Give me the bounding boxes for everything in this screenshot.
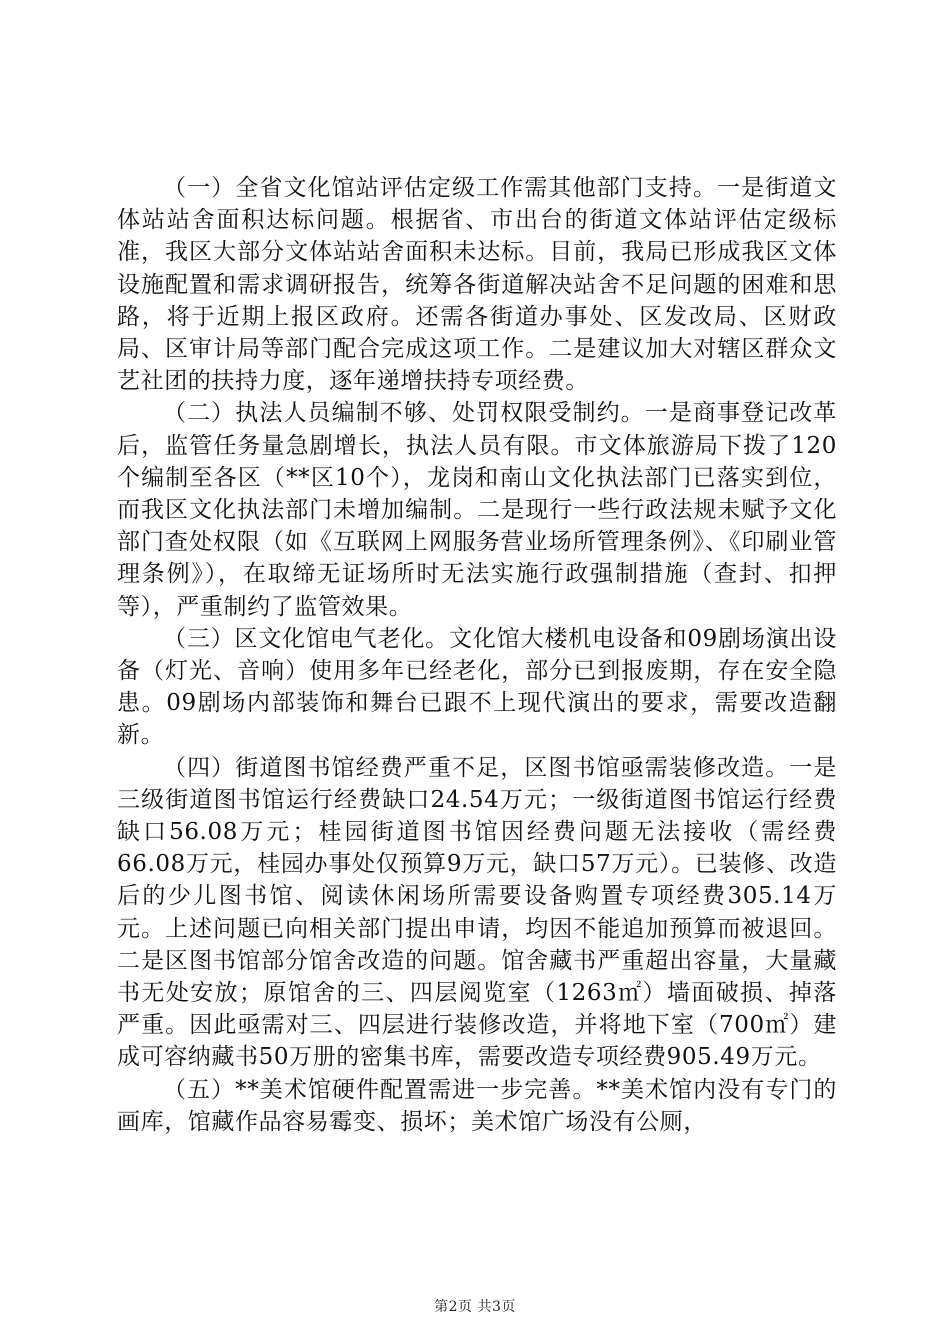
paragraph-5: （五）**美术馆硬件配置需进一步完善。**美术馆内没有专门的画库，馆藏作品容易霉变、损坏；美术馆广场没有公厕， (117, 1076, 837, 1135)
paragraph-2: （二）执法人员编制不够、处罚权限受制约。一是商事登记改革后，监管任务量急剧增长，执法人员有限。市文体旅游局下拨了120个编制至各区（**区10个），龙岗和南山文化执法部门已落实到位，而我区文化执法部门未增加编制。二是现行一些行政法规未赋予文化部门查处权限（如《互联网上网服务营业场所管理条例》、《印刷业管理条例》），在取缔无证场所时无法实施行政强制措施（查封、扣押等），严重制约了监管效果。 (117, 400, 837, 620)
document-body (117, 172, 837, 1138)
page-number-footer: 第2页 共3页 (434, 1299, 516, 1315)
paragraph-4: （四）街道图书馆经费严重不足，区图书馆亟需装修改造。一是三级街道图书馆运行经费缺口24.54万元；一级街道图书馆运行经费缺口56.08万元；桂园街道图书馆因经费问题无法接收（需经费66.08万元，桂园办事处仅预算9万元，缺口57万元）。已装修、改造后的少儿图书馆、阅读休闲场所需要设备购置专项经费305.14万元。上述问题已向相关部门提出申请，均因不能追加预算而被退回。二是区图书馆部分馆舍改造的问题。馆舍藏书严重超出容量，大量藏书无处安放；原馆舍的三、四层阅览室（1263㎡）墙面破损、掉落严重。因此亟需对三、四层进行装修改造，并将地下室（700㎡）建成可容纳藏书50万册的密集书库，需要改造专项经费905.49万元。 (117, 754, 837, 1071)
paragraph-3: （三）区文化馆电气老化。文化馆大楼机电设备和09剧场演出设备（灯光、音响）使用多年已经老化，部分已到报废期，存在安全隐患。09剧场内部装饰和舞台已跟不上现代演出的要求，需要改造翻新。 (117, 625, 837, 749)
paragraph-1: （一）全省文化馆站评估定级工作需其他部门支持。一是街道文体站站舍面积达标问题。根据省、市出台的街道文体站评估定级标准，我区大部分文体站站舍面积未达标。目前，我局已形成我区文体设施配置和需求调研报告，统筹各街道解决站舍不足问题的困难和思路，将于近期上报区政府。还需各街道办事处、区发改局、区财政局、区审计局等部门配合完成这项工作。二是建议加大对辖区群众文艺社团的扶持力度，逐年递增扶持专项经费。 (117, 175, 837, 395)
